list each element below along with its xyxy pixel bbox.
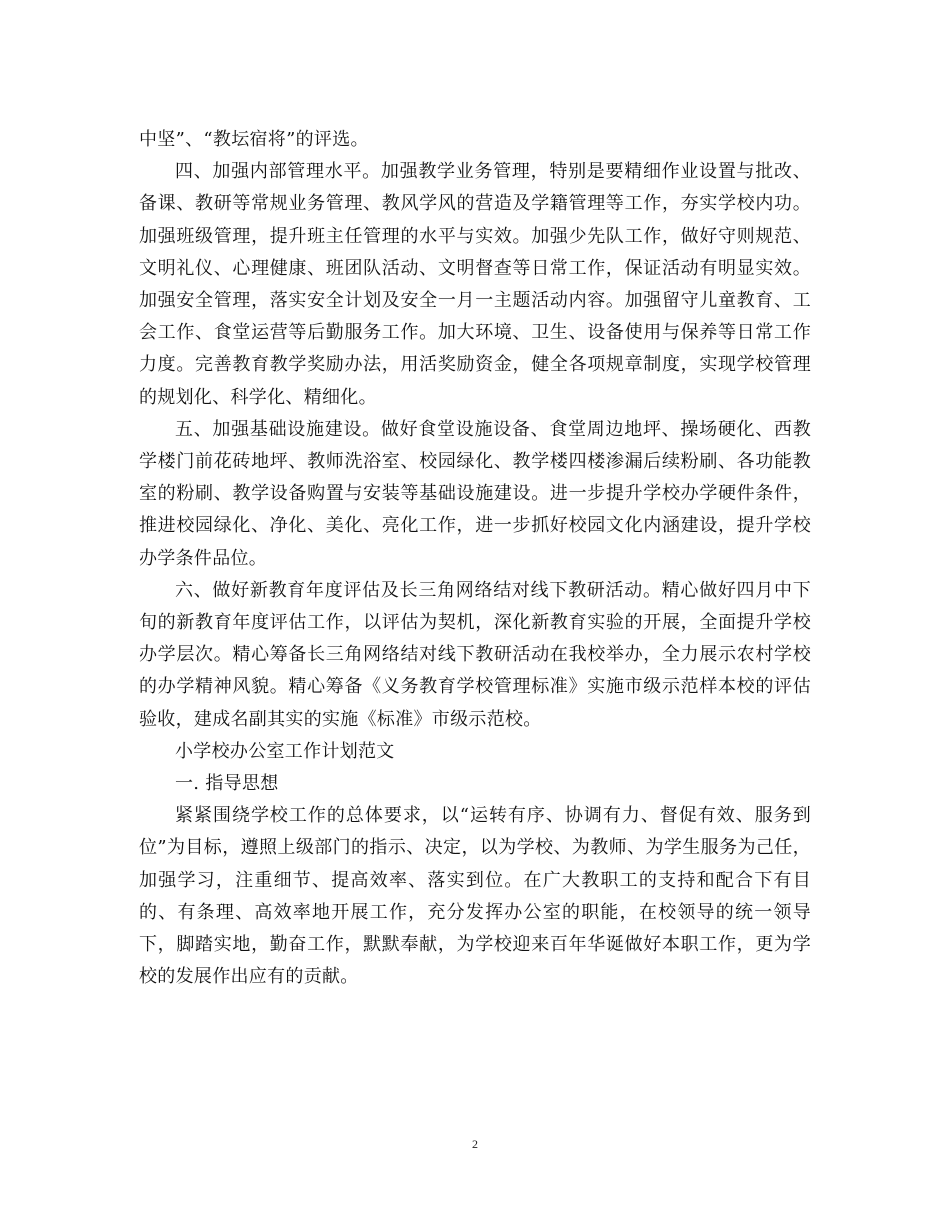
section-heading-guiding-thought: 一. 指导思想 [175, 773, 279, 795]
document-body [139, 124, 811, 993]
section-title: 小学校办公室工作计划范文 [175, 740, 395, 762]
paragraph-infrastructure: 五、加强基础设施建设。做好食堂设施设备、食堂周边地坪、操场硬化、西教学楼门前花砖地坪、教师洗浴室、校园绿化、教学楼四楼渗漏后续粉刷、各功能教室的粉刷、教学设备购置与安装等基础设施建设。进一步提升学校办学硬件条件，推进校园绿化、净化、美化、亮化工作，进一步抓好校园文化内涵建设，提升学校办学条件品位。 [139, 418, 811, 569]
paragraph-evaluation-activities: 六、做好新教育年度评估及长三角网络结对线下教研活动。精心做好四月中下旬的新教育年度评估工作，以评估为契机，深化新教育实验的开展，全面提升学校办学层次。精心筹备长三角网络结对线下教研活动在我校举办，全力展示农村学校的办学精神风貌。精心筹备《义务教育学校管理标准》实施市级示范样本校的评估验收，建成名副其实的实施《标准》市级示范校。 [139, 579, 811, 730]
paragraph-continuation: 中坚”、“教坛宿将”的评选。 [139, 129, 369, 150]
paragraph-internal-management: 四、加强内部管理水平。加强教学业务管理，特别是要精细作业设置与批改、备课、教研等常规业务管理、教风学风的营造及学籍管理等工作，夯实学校内功。加强班级管理，提升班主任管理的水平与实效。加强少先队工作，做好守则规范、文明礼仪、心理健康、班团队活动、文明督查等日常工作，保证活动有明显实效。加强安全管理，落实安全计划及安全一月一主题活动内容。加强留守儿童教育、工会工作、食堂运营等后勤服务工作。加大环境、卫生、设备使用与保养等日常工作力度。完善教育教学奖励办法，用活奖励资金，健全各项规章制度，实现学校管理的规划化、科学化、精细化。 [139, 161, 811, 408]
paragraph-guiding-thought: 紧紧围绕学校工作的总体要求，以“运转有序、协调有力、督促有效、服务到位”为目标，遵照上级部门的指示、决定，以为学校、为教师、为学生服务为己任，加强学习，注重细节、提高效率、落实到位。在广大教职工的支持和配合下有目的、有条理、高效率地开展工作，充分发挥办公室的职能，在校领导的统一领导下，脚踏实地，勤奋工作，默默奉献，为学校迎来百年华诞做好本职工作，更为学校的发展作出应有的贡献。 [139, 805, 811, 988]
page-number: 2 [472, 1137, 478, 1151]
